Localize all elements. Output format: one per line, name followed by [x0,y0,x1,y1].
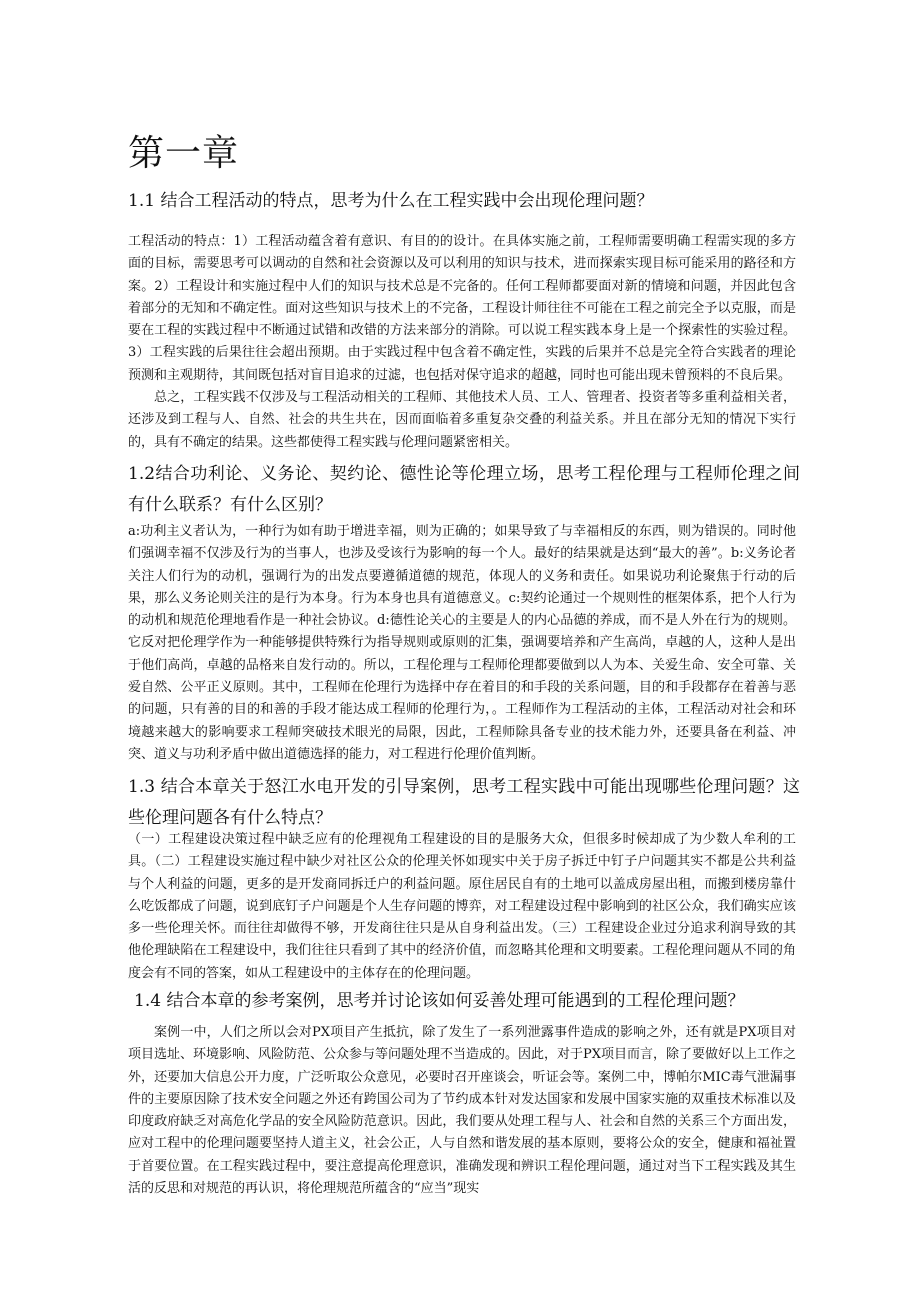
question-heading-1-4: 1.4 结合本章的参考案例，思考并讨论该如何妥善处理可能遇到的工程伦理问题？ [134,991,745,1011]
chapter-title: 第一章 [128,133,240,174]
answer-paragraph-1-3: （一）工程建设决策过程中缺乏应有的伦理视角工程建设的目的是服务大众，但很多时候却成了为少数人牟利的工具。（二）工程建设实施过程中缺少对社区公众的伦理关怀如现实中关于房子拆迁中钉子户问题其实不都是公共利益与个人利益的问题，更多的是开发商同拆迁户的利益问题。原住居民自有的土地可以盖成房屋出租，而搬到楼房靠什么吃饭都成了问题，说到底钉子户问题是个人生存问题的博弈，对工程建设过程中影响到的社区公众，我们确实应该多一些伦理关怀。而往往却做得不够，开发商往往只是从自身利益出发。（三）工程建设企业过分追求利润导致的其他伦理缺陷在工程建设中，我们往往只看到了其中的经济价值，而忽略其伦理和文明要素。工程伦理问题从不同的角度会有不同的答案，如从工程建设中的主体存在的伦理问题。 [128,832,796,981]
question-heading-1-2: 1.2结合功利论、义务论、契约论、德性论等伦理立场，思考工程伦理与工程师伦理之间有什么联系？有什么区别？ [128,464,800,515]
answer-paragraph-1-2: a:功利主义者认为，一种行为如有助于增进幸福，则为正确的；如果导致了与幸福相反的东西，则为错误的。同时他们强调幸福不仅涉及行为的当事人，也涉及受该行为影响的每一个人。最好的结果就是达到“最大的善”。b:义务论者关注人们行为的动机，强调行为的出发点要遵循道德的规范，体现人的义务和责任。如果说功利论聚焦于行动的后果，那么义务论则关注的是行为本身。行为本身也具有道德意义。c:契约论通过一个规则性的框架体系，把个人行为的动机和规范伦理地看作是一种社会协议。d:德性论关心的主要是人的内心品德的养成，而不是人外在行为的规则。它反对把伦理学作为一种能够提供特殊行为指导规则或原则的汇集，强调要培养和产生高尚，卓越的人，这种人是出于他们高尚，卓越的品格来自发行动的。所以，工程伦理与工程师伦理都要做到以人为本、关爱生命、安全可靠、关爱自然、公平正义原则。其中，工程师在伦理行为选择中存在着目的和手段的关系问题，目的和手段都存在着善与恶的问题，只有善的目的和善的手段才能达成工程师的伦理行为，。工程师作为工程活动的主体，工程活动对社会和环境越来越大的影响要求工程师突破技术眼光的局限，因此，工程师除具备专业的技术能力外，还要具备在利益、冲突、道义与功利矛盾中做出道德选择的能力，对工程进行伦理价值判断。 [128,524,796,762]
answer-paragraph-1-1-a: 工程活动的特点：1）工程活动蕴含着有意识、有目的的设计。在具体实施之前，工程师需要明确工程需实现的多方面的目标，需要思考可以调动的自然和社会资源以及可以利用的知识与技术，进而探索实现目标可能采用的路径和方案。2）工程设计和实施过程中人们的知识与技术总是不完备的。任何工程师都要面对新的情境和问题，并因此包含着部分的无知和不确定性。面对这些知识与技术上的不完备，工程设计师往往不可能在工程之前完全予以克服，而是要在工程的实践过程中不断通过试错和改错的方法来部分的消除。可以说工程实践本身上是一个探索性的实验过程。3）工程实践的后果往往会超出预期。由于实践过程中包含着不确定性，实践的后果并不总是完全符合实践者的理论预测和主观期待，其间既包括对盲目追求的过滤，也包括对保守追求的超越，同时也可能出现未曾预料的不良后果。 [128,234,796,383]
answer-paragraph-1-4: 案例一中，人们之所以会对PX项目产生抵抗，除了发生了一系列泄露事件造成的影响之外，还有就是PX项目对项目选址、环境影响、风险防范、公众参与等问题处理不当造成的。因此，对于PX项目而言，除了要做好以上工作之外，还要加大信息公开力度，广泛听取公众意见，必要时召开座谈会，听证会等。案例二中，博帕尔MIC毒气泄漏事件的主要原因除了技术安全问题之外还有跨国公司为了节约成本针对发达国家和发展中国家实施的双重技术标准以及印度政府缺乏对高危化学品的安全风险防范意识。因此，我们要从处理工程与人、社会和自然的关系三个方面出发，应对工程中的伦理问题要坚持人道主义，社会公正，人与自然和谐发展的基本原则，要将公众的安全，健康和福祉置于首要位置。在工程实践过程中，要注意提高伦理意识，准确发现和辨识工程伦理问题，通过对当下工程实践及其生活的反思和对规范的再认识，将伦理规范所蕴含的“应当”现实 [128,1025,796,1197]
answer-paragraph-1-1-b: 总之，工程实践不仅涉及与工程活动相关的工程师、其他技术人员、工人、管理者、投资者等多重利益相关者，还涉及到工程与人、自然、社会的共生共在，因而面临着多重复杂交叠的利益关系。并且在部分无知的情况下实行的，具有不确定的结果。这些都使得工程实践与伦理问题紧密相关。 [128,390,796,450]
question-heading-1-3: 1.3 结合本章关于怒江水电开发的引导案例，思考工程实践中可能出现哪些伦理问题？这些伦理问题各有什么特点？ [128,777,800,828]
question-heading-1-1: 1.1 结合工程活动的特点，思考为什么在工程实践中会出现伦理问题？ [128,191,654,211]
